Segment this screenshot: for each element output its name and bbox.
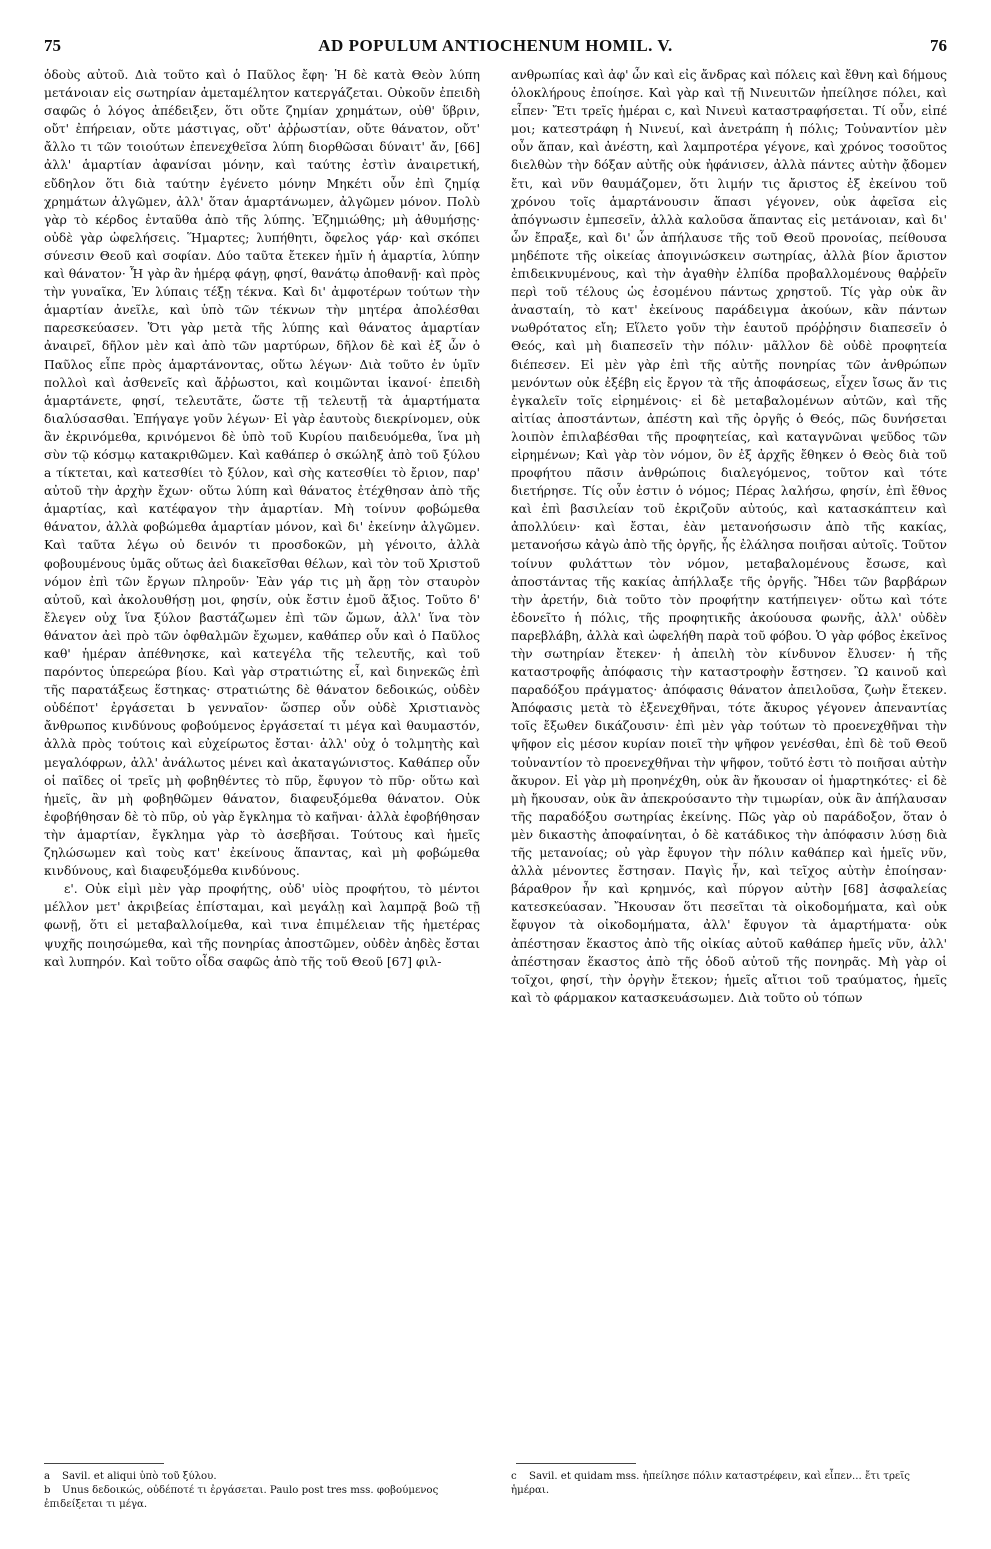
footnotes-left (44, 1470, 480, 1512)
text-columns (44, 66, 947, 1465)
footnote-mark: c (511, 1471, 517, 1482)
left-column (44, 66, 480, 1465)
left-paragraph: ε'. Οὐκ εἰμὶ μὲν γὰρ προφήτης, οὐδ' υἱὸς προφήτου, τὸ μέντοι μέλλον μετ' ἀκριβείας ἐπίσταμαι, καὶ μεγάλῃ καὶ λαμπρᾷ βοῶ τῇ φωνῇ, ὅτι εἰ μεταβαλλοίμεθα, καὶ τινα ἐπιμέλειαν τῆς ἡμετέρας ψυχῆς ποιησώμεθα, καὶ τῆς πονηρίας ἀποστῶμεν, οὐδὲν ἀηδὲς ἔσται καὶ λυπηρόν. Καὶ τοῦτο οἶδα σαφῶς ἀπὸ τῆς τοῦ Θεοῦ [67] φιλ- (44, 882, 480, 969)
footnote (44, 1484, 480, 1512)
footnote-text: Unus δεδοικώς, οὐδέποτέ τι ἐργάσεται. Paulo post tres mss. φοβούμενος ἐπιδείξεται τι μέγα. (44, 1485, 439, 1510)
footnote (511, 1470, 947, 1498)
footnotes-right (511, 1470, 947, 1512)
page-number-left: 75 (44, 36, 61, 55)
left-paragraph: ὁδοὺς αὐτοῦ. Διὰ τοῦτο καὶ ὁ Παῦλος ἔφη· Ἡ δὲ κατὰ Θεὸν λύπη μετάνοιαν εἰς σωτηρίαν ἀμεταμέλητον κατεργάζεται. Οὐκοῦν ἐπειδὴ σαφῶς ὁ λόγος ἀπέδειξεν, ὅτι οὔτε ζημίαν χρημάτων, οὐθ' ὕβριν, οὔτ' ἐπήρειαν, οὔτε μάστιγας, οὔτ' ἀῤῥωστίαν, οὔτε θάνατον, οὔτ' ἄλλο τι τῶν τοιούτων ἐπενεχθεῖσα λύπη διορθῶσαι δύναιτ' ἄν, [66] ἀλλ' ἁμαρτίαν ἀφανίσαι μόνην, καὶ ταύτης ἐστὶν ἀναιρετική, εὔδηλον ὅτι διὰ ταύτην ἐγένετο μόνην Μηκέτι οὖν ἐπὶ ζημίᾳ χρημάτων ἀλγῶμεν, ἀλλ' ὅταν ἁμαρτάνωμεν, ἀλγῶμεν μόνον. Πολὺ γὰρ τὸ κέρδος ἐνταῦθα ἀπὸ τῆς λύπης. Ἐζημιώθης; μὴ ἀθυμήσῃς· οὐδὲ γὰρ ὠφελήσεις. Ἥμαρτες; λυπήθητι, ὄφελος γάρ· καὶ σκόπει σύνεσιν Θεοῦ καὶ σοφίαν. Δύο ταῦτα ἔτεκεν ἡμῖν ἡ ἁμαρτία, λύπην καὶ θάνατον· Ἧ γὰρ ἂν ἡμέρᾳ φάγῃ, φησί, θανάτῳ ἀποθανῇ· καὶ πρὸς τὴν γυναῖκα, Ἐν λύπαις τέξῃ τέκνα. Καὶ δι' ἀμφοτέρων τούτων τὴν ἁμαρτίαν ἀνεῖλε, καὶ ὑπὸ τῶν τέκνων τὴν μητέρα ἀπολέσθαι παρεσκεύασεν. Ὅτι γὰρ μετὰ τῆς λύπης καὶ θάνατος ἁμαρτίαν ἀναιρεῖ, δῆλον μὲν καὶ ἀπὸ τῶν μαρτύρων, δῆλον δὲ καὶ ἐξ ὧν ὁ Παῦλος εἶπε πρὸς ἁμαρτάνοντας, οὕτω λέγων· Διὰ τοῦτο ἐν ὑμῖν πολλοὶ καὶ ἀσθενεῖς καὶ ἄῤῥωστοι, καὶ κοιμῶνται ἱκανοί· ἐπειδὴ ἁμαρτάνετε, φησί, τελευτᾶτε, ὥστε τῇ τελευτῇ τὰ ἁμαρτήματα διαλύσασθαι. Ἐπήγαγε γοῦν λέγων· Εἰ γὰρ ἑαυτοὺς διεκρίνομεν, οὐκ ἂν ἐκρινόμεθα, κρινόμενοι δὲ ὑπὸ τοῦ Κυρίου παιδευόμεθα, ἵνα μὴ σὺν τῷ κόσμῳ κατακριθῶμεν. Καὶ καθάπερ ὁ σκώληξ ἀπὸ τοῦ ξύλου a τίκτεται, καὶ κατεσθίει τὸ ξύλον, καὶ σὴς κατεσθίει τὸ ἔριον, παρ' αὐτοῦ τὴν ἀρχὴν ἔχων· οὕτω λύπη καὶ θάνατος ἐτέχθησαν ἀπὸ τῆς ἁμαρτίας, καὶ κατέφαγον τὴν ἁμαρτίαν. Μὴ τοίνυν φοβώμεθα θάνατον, ἀλλὰ φοβώμεθα ἁμαρτίαν μόνον, καὶ δι' ἐκείνην ἀλγῶμεν. Καὶ ταῦτα λέγω οὐ δεινόν τι προσδοκῶν, μὴ γένοιτο, ἀλλὰ φοβουμένους ὑμᾶς οὕτως ἀεὶ διακεῖσθαι θέλων, καὶ τὸν τοῦ Χριστοῦ νόμον ἐπὶ τῶν ἔργων πληροῦν· Ἐὰν γάρ τις μὴ ἄρῃ τὸν σταυρὸν αὐτοῦ, καὶ ἀκολουθήσῃ μοι, φησίν, οὐκ ἔστιν ἐμοῦ ἄξιος. Τοῦτο δ' ἔλεγεν οὐχ ἵνα ξύλον βαστάζωμεν ἐπὶ τῶν ὤμων, ἀλλ' ἵνα τὸν θάνατον ἀεὶ πρὸ τῶν ὀφθαλμῶν ἔχωμεν, καθάπερ οὖν καὶ ὁ Παῦλος καθ' ἡμέραν ἀπέθνησκε, καὶ κατεγέλα τῆς τελευτῆς, καὶ τοῦ παρόντος ὑπερεώρα βίου. Καὶ γὰρ στρατιώτης εἶ, καὶ διηνεκῶς ἐπὶ τῆς παρατάξεως ἕστηκας· στρατιώτης δὲ θάνατον δεδοικώς, οὐδὲν οὐδέποτ' ἐργάσεται b γενναῖον· ὥσπερ οὖν οὐδὲ Χριστιανὸς ἄνθρωπος κινδύνους φοβούμενος ἐργάσεταί τι μέγα καὶ θαυμαστόν, ἀλλὰ πρὸς τούτοις καὶ εὐχείρωτος ἔσται· ἀλλ' οὐχ ὁ τολμητὴς καὶ μεγαλόφρων, ἀλλ' ἀνάλωτος μένει καὶ ἀκαταγώνιστος. Καθάπερ οὖν οἱ παῖδες οἱ τρεῖς μὴ φοβηθέντες τὸ πῦρ, ἔφυγον τὸ πῦρ· οὕτω καὶ ἡμεῖς, ἂν μὴ φοβηθῶμεν θάνατον, διαφευξόμεθα θάνατον. Οὐκ ἐφοβήθησαν δὲ τὸ πῦρ, οὐ γὰρ ἔγκλημα τὸ καῆναι· ἀλλὰ ἐφοβήθησαν τὴν ἁμαρτίαν, ἔγκλημα γὰρ τὸ ἀσεβῆσαι. Τούτους καὶ ἡμεῖς ζηλώσωμεν καὶ τοὺς κατ' ἐκείνους ἅπαντας, καὶ μὴ φοβώμεθα κινδύνους, καὶ διαφευξόμεθα κινδύνους. (44, 68, 480, 879)
footnote-mark: b (44, 1485, 51, 1496)
footnote-text: Savil. et aliqui ὑπὸ τοῦ ξύλου. (62, 1471, 217, 1482)
footnote-text: Savil. et quidam mss. ἠπείλησε πόλιν καταστρέφειν, καὶ εἶπεν... ἔτι τρεῖς ἡμέραι. (511, 1471, 910, 1496)
right-paragraph: ανθρωπίας καὶ ἀφ' ὧν καὶ εἰς ἄνδρας καὶ πόλεις καὶ ἔθνη καὶ δήμους ὁλοκλήρους ἐποίησε. Καὶ γὰρ καὶ τῇ Νινευιτῶν ἠπείλησε πόλει, καὶ εἶπεν· Ἔτι τρεῖς ἡμέραι c, καὶ Νινευὶ καταστραφήσεται. Τί οὖν, εἰπέ μοι; κατεστράφη ἡ Νινευί, καὶ ἀνετράπη ἡ πόλις; Τοὐναντίον μὲν οὖν ἅπαν, καὶ ἀνέστη, καὶ λαμπροτέρα γέγονε, καὶ χρόνος τοσοῦτος διελθὼν τὴν δόξαν αὐτῆς οὐκ ἠφάνισεν, ἀλλὰ πάντες αὐτὴν ᾄδομεν ἔτι, καὶ νῦν θαυμάζομεν, ὅτι λιμήν τις ἄριστος ἐξ ἐκείνου τοῦ χρόνου τοῖς ἁμαρτάνουσιν ἅπασι γέγονεν, οὐκ ἀφεῖσα εἰς ἀπόγνωσιν ἐμπεσεῖν, ἀλλὰ καλοῦσα ἅπαντας εἰς μετάνοιαν, καὶ δι' ὧν ἔπραξε, καὶ δι' ὧν ἀπήλαυσε τῆς τοῦ Θεοῦ προνοίας, πείθουσα μηδέποτε τῆς οἰκείας ἀπογινώσκειν σωτηρίας, ἀλλὰ βίον ἄριστον ἐπιδεικνυμένους, καὶ τὴν ἀγαθὴν ἐλπίδα προβαλλομένους θαῤῥεῖν περὶ τοῦ τέλους ὡς ἐσομένου πάντως χρηστοῦ. Τίς γὰρ οὐκ ἂν ἀνασταίη, τὸ κατ' ἐκείνους παράδειγμα ἀκούων, κἂν πάντων νωθρότατος εἴη; Εἵλετο γοῦν τὴν ἑαυτοῦ πρόῤῥησιν διαπεσεῖν ὁ Θεός, καὶ μὴ διαπεσεῖν τὴν πόλιν· μᾶλλον δὲ οὐδὲ προφητεία διέπεσεν. Εἰ μὲν γὰρ ἐπὶ τῆς αὐτῆς πονηρίας τῶν ἀνθρώπων μενόντων οὐκ ἐξέβη εἰς ἔργον τὰ τῆς ἀποφάσεως, εἶχεν ἴσως ἄν τις ἐγκαλεῖν τοῖς εἰρημένοις· εἰ δὲ μεταβαλομένων αὐτῶν, καὶ τῆς αἰτίας ἀποστάντων, ἀπέστη καὶ τῆς ὀργῆς ὁ Θεός, πῶς δυνήσεται λοιπὸν ἐπιλαβέσθαι τῆς προφητείας, καὶ καταγνῶναι ψεῦδος τῶν εἰρημένων; Καὶ γὰρ τὸν νόμον, ὃν ἐξ ἀρχῆς ἔθηκεν ὁ Θεὸς διὰ τοῦ προφήτου πᾶσιν ἀνθρώποις διαλεγόμενος, τοῦτον καὶ τότε διετήρησε. Τίς οὖν ἐστιν ὁ νόμος; Πέρας λαλήσω, φησίν, ἐπὶ ἔθνος καὶ ἐπὶ βασιλείαν τοῦ ἐκριζοῦν αὐτούς, καὶ κατασκάπτειν καὶ ἀπολλύειν· καὶ ἔσται, ἐὰν μετανοήσωσιν ἀπὸ τῆς κακίας, μετανοήσω κἀγὼ ἀπὸ τῆς ὀργῆς, ἧς ἐλάλησα ποιῆσαι αὐτοῖς. Τοῦτον τοίνυν φυλάττων τὸν νόμον, μεταβαλομένους ἔσωσε, καὶ ἀποστάντας τῆς κακίας ἀπήλλαξε τῆς ὀργῆς. Ἤδει τῶν βαρβάρων τὴν ἀρετήν, διὰ τοῦτο τὸν προφήτην κατήπειγεν· οὕτω καὶ τότε ἐδονεῖτο ἡ πόλις, τῆς προφητικῆς ἀκούουσα φωνῆς, ἀλλ' οὐδὲν παρεβλάβη, ἀλλὰ καὶ ὠφελήθη παρὰ τοῦ φόβου. Ὁ γὰρ φόβος ἐκεῖνος τὴν σωτηρίαν ἔτεκεν· ἡ ἀπειλὴ τὸν κίνδυνον ἔλυσεν· ἡ τῆς καταστροφῆς ἀπόφασις τὴν καταστροφὴν ἔστησεν. Ὢ καινοῦ καὶ παραδόξου πράγματος· ἀπόφασις θάνατον ἀπειλοῦσα, ζωὴν ἔτεκεν. Ἀπόφασις μετὰ τὸ ἐξενεχθῆναι, τότε ἄκυρος γέγονεν ἀπεναντίας τοῖς ἔξωθεν δικάζουσιν· ἐπὶ μὲν γὰρ τούτων τὸ προενεχθῆναι τὴν ψῆφον εἰς μέσον κυρίαν ποιεῖ τὴν ψῆφον γενέσθαι, ἐπὶ δὲ τοῦ Θεοῦ τοὐναντίον τὸ προενεχθῆναι τὴν ψῆφον, τοῦτό ἐστι τὸ ποιῆσαι αὐτὴν ἄκυρον. Εἰ γὰρ μὴ προηνέχθη, οὐκ ἂν ἤκουσαν οἱ ἡμαρτηκότες· εἰ δὲ μὴ ἤκουσαν, οὐκ ἂν ἀπεκρούσαντο τὴν τιμωρίαν, οὐκ ἂν ἀπήλαυσαν τῆς παραδόξου σωτηρίας ἐκείνης. Πῶς γὰρ οὐ παράδοξον, ὅταν ὁ μὲν δικαστὴς ἀποφαίνηται, ὁ δὲ κατάδικος τὴν ἀπόφασιν λύσῃ διὰ τῆς μετανοίας; οὐ γὰρ ἔφυγον τὴν πόλιν καθάπερ καὶ ἡμεῖς νῦν, ἀλλὰ μένοντες ἔστησαν. Παγὶς ἦν, καὶ τεῖχος αὐτὴν ἐποίησαν· βάραθρον ἦν καὶ κρημνός, καὶ πύργον αὐτὴν [68] ἀσφαλείας κατεσκεύασαν. Ἤκουσαν ὅτι πεσεῖται τὰ οἰκοδομήματα, καὶ οὐκ ἔφυγον τὰ οἰκοδομήματα, ἀλλ' ἔφυγον τὰ ἁμαρτήματα· οὐκ ἀπέστησαν ἕκαστος ἀπὸ τῆς οἰκίας αὐτοῦ καθάπερ ἡμεῖς νῦν, ἀλλ' ἀπέστησαν ἕκαστος ἀπὸ τῆς ὁδοῦ αὐτοῦ τῆς πονηρᾶς. Μὴ γὰρ οἱ τοῖχοι, φησί, τὴν ὀργὴν ἔτεκον; ἡμεῖς αἴτιοι τοῦ τραύματος, ἡμεῖς καὶ τὸ φάρμακον κατασκευάσωμεν. Διὰ τοῦτο οὐ τόπων (511, 68, 947, 1005)
page-header (44, 36, 947, 58)
running-title: AD POPULUM ANTIOCHENUM HOMIL. V. (318, 36, 673, 55)
footnote-rule-right (516, 1463, 636, 1464)
footnotes (44, 1470, 947, 1512)
footnote (44, 1470, 480, 1484)
right-column (511, 66, 947, 1465)
footnote-rule-left (44, 1463, 164, 1464)
page-number-right: 76 (930, 36, 947, 55)
footnote-mark: a (44, 1471, 51, 1482)
